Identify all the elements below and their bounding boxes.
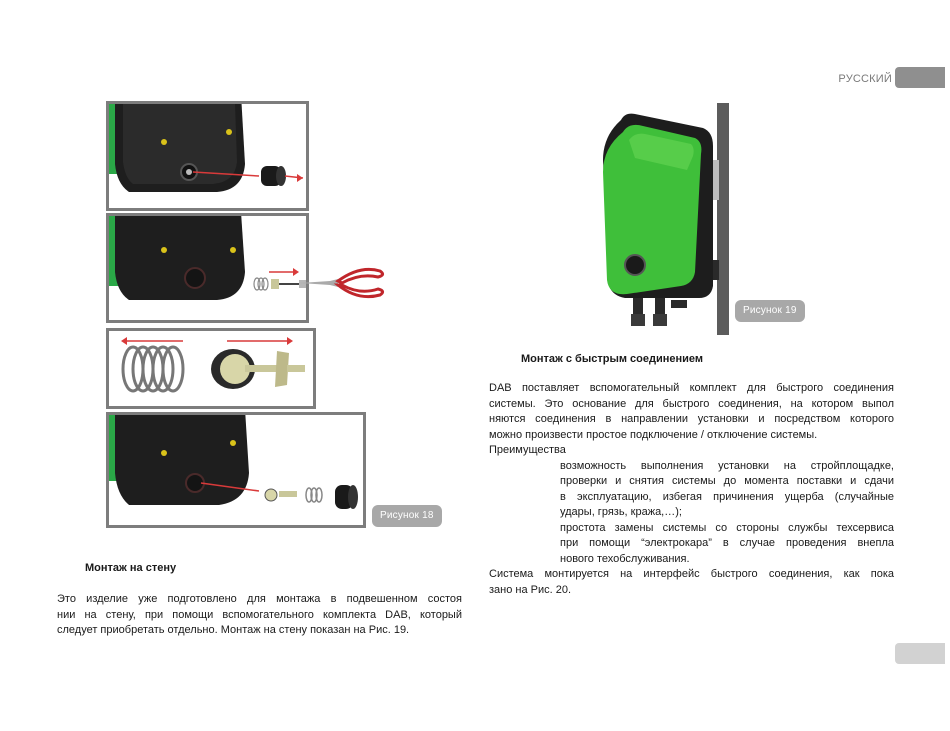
language-label: РУССКИЙ	[838, 73, 892, 85]
wall-mount-line-2: нии на стену, при помощи вспомогательного комплекта DAB, который	[57, 608, 462, 621]
intro-line-2: системы. Это основание для быстрого соединения, на котором выпол	[489, 397, 894, 410]
fig18-panel-3	[106, 328, 316, 409]
intro-line-3: няются соединения в направлении установки и посредством которого	[489, 413, 894, 425]
closing-line-2: зано на Рис. 20.	[489, 583, 572, 596]
bullet2-line-2: при помощи “электрокара” в случае проведения внепла	[560, 537, 894, 549]
bullet1-line-4: удары, грязь, кража,…);	[560, 506, 682, 518]
intro-line-1: DAB поставляет вспомогательный комплект для быстрого соединения	[489, 382, 894, 394]
fig18-panel-2	[106, 213, 309, 323]
wall-mount-heading: Монтаж на стену	[85, 562, 177, 574]
wall-mount-line-3: следует приобретать отдельно. Монтаж на стену показан на Рис. 19.	[57, 624, 410, 636]
closing-line-1: Система монтируется на интерфейс быстрого соединения, как пока	[489, 568, 894, 580]
fig18-panel-4	[106, 412, 366, 528]
spring-and-valve-illustration	[109, 331, 313, 406]
figure-18-label: Рисунок 18	[372, 505, 442, 527]
pliers-icon	[300, 265, 388, 305]
quick-connect-heading: Монтаж с быстрым соединением	[521, 353, 704, 365]
bullet2-line-3: нового техобслуживания.	[560, 552, 690, 565]
reassembly-illustration	[109, 415, 363, 525]
plug-extraction-illustration	[109, 216, 306, 320]
advantages-title: Преимущества	[489, 444, 566, 456]
wall-mount-text	[57, 592, 462, 639]
page-number-tab	[895, 643, 945, 664]
fig18-panel-1	[106, 101, 309, 211]
quick-connect-text	[489, 381, 894, 598]
wall-mounted-device-illustration	[595, 100, 735, 335]
bullet1-line-1: возможность выполнения установки на стройплощадке,	[560, 459, 894, 472]
language-tab	[895, 67, 945, 88]
bullet1-line-2: проверки и снятия системы до момента поставки и сдачи	[560, 475, 894, 487]
intro-line-4: можно произвести простое подключение / отключение системы.	[489, 428, 818, 441]
wall-mount-line-1: Это изделие уже подготовлено для монтажа в подвешенном состоя	[57, 593, 462, 605]
bullet1-line-3: в эксплуатацию, избегая причинения ущерба (случайные	[560, 490, 894, 503]
device-cap-removal-illustration	[109, 104, 306, 208]
bullet2-line-1: простота замены системы со стороны службы техсервиса	[560, 521, 894, 534]
figure-19-label: Рисунок 19	[735, 300, 805, 322]
